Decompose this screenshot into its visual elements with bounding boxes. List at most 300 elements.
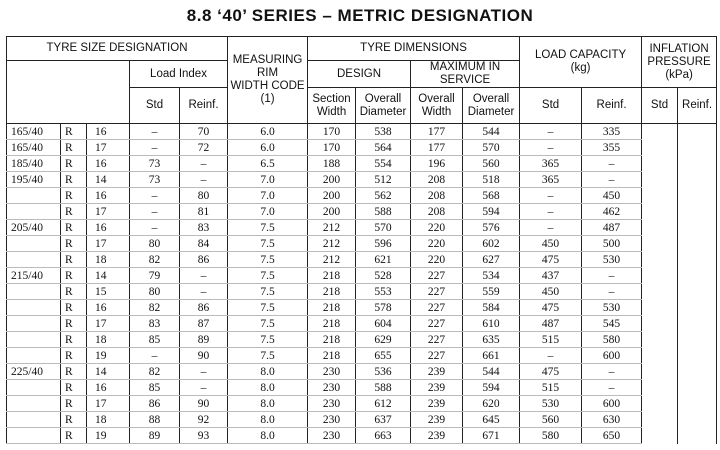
load-capacity-std-cell: 450 [520, 236, 582, 252]
inflation-reinf-cell [678, 348, 717, 364]
header-tyre-dimensions: TYRE DIMENSIONS [308, 37, 520, 61]
load-index-std-cell: 89 [130, 428, 180, 444]
radial-cell: R [61, 204, 87, 220]
load-index-reinf-cell: 90 [180, 396, 228, 412]
rim-diameter-cell: 17 [87, 316, 130, 332]
max-overall-width-cell: 220 [411, 236, 463, 252]
radial-cell: R [61, 268, 87, 284]
load-index-std-cell: – [130, 188, 180, 204]
inflation-std-cell [642, 316, 678, 332]
max-overall-width-cell: 239 [411, 396, 463, 412]
inflation-reinf-cell [678, 412, 717, 428]
max-overall-diameter-cell: 627 [463, 252, 520, 268]
header-rim-line3: (1) [260, 93, 275, 105]
overall-diameter-cell: 578 [356, 300, 411, 316]
max-overall-diameter-cell: 602 [463, 236, 520, 252]
size-cell: 165/40 [7, 124, 61, 140]
inflation-std-cell [642, 204, 678, 220]
radial-cell: R [61, 188, 87, 204]
rim-diameter-cell: 18 [87, 332, 130, 348]
overall-diameter-cell: 570 [356, 220, 411, 236]
radial-cell: R [61, 236, 87, 252]
size-cell [7, 348, 61, 364]
section-width-cell: 200 [308, 188, 356, 204]
radial-cell: R [61, 396, 87, 412]
size-cell [7, 188, 61, 204]
section-width-cell: 200 [308, 172, 356, 188]
inflation-std-cell [642, 332, 678, 348]
load-capacity-std-cell: – [520, 140, 582, 156]
header-inflation-reinf: Reinf. [678, 88, 717, 124]
radial-cell: R [61, 300, 87, 316]
section-width-cell: 218 [308, 316, 356, 332]
rim-diameter-cell: 16 [87, 220, 130, 236]
max-overall-width-cell: 239 [411, 412, 463, 428]
measuring-rim-width-cell: 6.0 [228, 124, 308, 140]
size-cell: 225/40 [7, 364, 61, 380]
inflation-std-cell [642, 428, 678, 444]
header-load-capacity [520, 37, 642, 88]
inflation-std-cell [642, 252, 678, 268]
section-width-cell: 170 [308, 140, 356, 156]
size-cell [7, 380, 61, 396]
load-index-std-cell: 86 [130, 396, 180, 412]
load-capacity-std-cell: 450 [520, 284, 582, 300]
load-index-reinf-cell: 92 [180, 412, 228, 428]
load-capacity-reinf-cell: – [582, 364, 642, 380]
measuring-rim-width-cell: 7.5 [228, 300, 308, 316]
rim-diameter-cell: 18 [87, 252, 130, 268]
overall-diameter-cell: 536 [356, 364, 411, 380]
inflation-reinf-cell [678, 364, 717, 380]
inflation-reinf-cell [678, 204, 717, 220]
load-capacity-reinf-cell: 450 [582, 188, 642, 204]
radial-cell: R [61, 220, 87, 236]
section-width-cell: 212 [308, 236, 356, 252]
rim-diameter-cell: 16 [87, 300, 130, 316]
rim-diameter-cell: 16 [87, 380, 130, 396]
table-row [7, 348, 717, 364]
size-cell [7, 412, 61, 428]
section-width-cell: 188 [308, 156, 356, 172]
table-row [7, 316, 717, 332]
inflation-reinf-cell [678, 268, 717, 284]
load-index-std-cell: 82 [130, 252, 180, 268]
header-tyre-size-designation: TYRE SIZE DESIGNATION [7, 37, 228, 61]
table-row [7, 252, 717, 268]
load-index-reinf-cell: 83 [180, 220, 228, 236]
section-width-cell: 200 [308, 204, 356, 220]
header-max-overall-diameter-line2: Diameter [467, 105, 515, 118]
section-width-cell: 212 [308, 220, 356, 236]
max-overall-width-cell: 227 [411, 316, 463, 332]
header-max-overall-width-line2: Width [421, 105, 452, 118]
table-row [7, 188, 717, 204]
overall-diameter-cell: 538 [356, 124, 411, 140]
section-width-cell: 212 [308, 252, 356, 268]
load-capacity-reinf-cell: 530 [582, 300, 642, 316]
header-max-overall-width-line1: Overall [418, 92, 455, 105]
header-li-reinf: Reinf. [180, 88, 228, 124]
max-overall-diameter-cell: 635 [463, 332, 520, 348]
size-cell [7, 396, 61, 412]
section-width-cell: 170 [308, 124, 356, 140]
load-index-std-cell: – [130, 220, 180, 236]
load-index-std-cell: 73 [130, 172, 180, 188]
rim-diameter-cell: 17 [87, 396, 130, 412]
max-overall-diameter-cell: 534 [463, 268, 520, 284]
measuring-rim-width-cell: 6.0 [228, 140, 308, 156]
inflation-std-cell [642, 300, 678, 316]
inflation-std-cell [642, 124, 678, 140]
load-capacity-std-cell: 515 [520, 332, 582, 348]
inflation-std-cell [642, 156, 678, 172]
inflation-reinf-cell [678, 188, 717, 204]
overall-diameter-cell: 596 [356, 236, 411, 252]
table-row [7, 156, 717, 172]
inflation-std-cell [642, 284, 678, 300]
load-index-reinf-cell: 86 [180, 252, 228, 268]
table-row [7, 140, 717, 156]
max-overall-width-cell: 208 [411, 204, 463, 220]
header-section-width-line1: Section [312, 92, 351, 105]
header-size-blank [7, 61, 130, 124]
size-cell: 215/40 [7, 268, 61, 284]
radial-cell: R [61, 380, 87, 396]
table-row [7, 428, 717, 444]
inflation-std-cell [642, 140, 678, 156]
inflation-std-cell [642, 412, 678, 428]
rim-diameter-cell: 17 [87, 236, 130, 252]
section-width-cell: 230 [308, 396, 356, 412]
header-load-index: Load Index [130, 61, 228, 88]
max-overall-diameter-cell: 570 [463, 140, 520, 156]
max-overall-diameter-cell: 559 [463, 284, 520, 300]
inflation-reinf-cell [678, 332, 717, 348]
rim-diameter-cell: 19 [87, 428, 130, 444]
rim-diameter-cell: 19 [87, 348, 130, 364]
header-rim-line2: WIDTH CODE [230, 80, 305, 92]
load-index-std-cell: – [130, 124, 180, 140]
inflation-reinf-cell [678, 172, 717, 188]
load-index-std-cell: 83 [130, 316, 180, 332]
max-overall-width-cell: 239 [411, 364, 463, 380]
max-overall-diameter-cell: 568 [463, 188, 520, 204]
overall-diameter-cell: 528 [356, 268, 411, 284]
load-capacity-std-cell: 475 [520, 364, 582, 380]
measuring-rim-width-cell: 7.5 [228, 220, 308, 236]
load-capacity-std-cell: 580 [520, 428, 582, 444]
overall-diameter-cell: 562 [356, 188, 411, 204]
header-load-capacity-line2: (kg) [570, 62, 591, 74]
inflation-reinf-cell [678, 252, 717, 268]
max-overall-width-cell: 227 [411, 284, 463, 300]
load-capacity-reinf-cell: 630 [582, 412, 642, 428]
load-index-reinf-cell: – [180, 380, 228, 396]
max-overall-width-cell: 177 [411, 124, 463, 140]
max-overall-diameter-cell: 584 [463, 300, 520, 316]
load-capacity-reinf-cell: 650 [582, 428, 642, 444]
header-maximum-in-service: MAXIMUM IN SERVICE [411, 61, 520, 88]
table-row [7, 172, 717, 188]
header-max-overall-diameter [463, 88, 520, 124]
radial-cell: R [61, 316, 87, 332]
load-capacity-reinf-cell: – [582, 156, 642, 172]
max-overall-diameter-cell: 544 [463, 364, 520, 380]
max-overall-width-cell: 227 [411, 332, 463, 348]
measuring-rim-width-cell: 8.0 [228, 380, 308, 396]
max-overall-width-cell: 227 [411, 268, 463, 284]
max-overall-diameter-cell: 560 [463, 156, 520, 172]
max-overall-width-cell: 227 [411, 300, 463, 316]
overall-diameter-cell: 655 [356, 348, 411, 364]
load-index-std-cell: – [130, 140, 180, 156]
overall-diameter-cell: 663 [356, 428, 411, 444]
inflation-reinf-cell [678, 316, 717, 332]
load-index-std-cell: 82 [130, 300, 180, 316]
inflation-std-cell [642, 172, 678, 188]
size-cell [7, 236, 61, 252]
measuring-rim-width-cell: 8.0 [228, 364, 308, 380]
load-capacity-std-cell: – [520, 220, 582, 236]
max-overall-width-cell: 220 [411, 252, 463, 268]
size-cell: 195/40 [7, 172, 61, 188]
load-capacity-std-cell: 560 [520, 412, 582, 428]
rim-diameter-cell: 18 [87, 412, 130, 428]
load-capacity-std-cell: – [520, 124, 582, 140]
header-overall-diameter-line2: Diameter [359, 105, 407, 118]
table-row [7, 364, 717, 380]
rim-diameter-cell: 16 [87, 156, 130, 172]
load-capacity-std-cell: 515 [520, 380, 582, 396]
table-body [7, 124, 717, 444]
size-cell [7, 316, 61, 332]
overall-diameter-cell: 512 [356, 172, 411, 188]
size-cell [7, 284, 61, 300]
header-section-width-line2: Width [316, 105, 347, 118]
measuring-rim-width-cell: 7.5 [228, 316, 308, 332]
load-capacity-reinf-cell: 545 [582, 316, 642, 332]
section-width-cell: 218 [308, 300, 356, 316]
load-index-std-cell: – [130, 204, 180, 220]
overall-diameter-cell: 588 [356, 204, 411, 220]
load-capacity-std-cell: 437 [520, 268, 582, 284]
load-index-std-cell: 79 [130, 268, 180, 284]
measuring-rim-width-cell: 7.5 [228, 236, 308, 252]
inflation-std-cell [642, 380, 678, 396]
measuring-rim-width-cell: 8.0 [228, 428, 308, 444]
section-width-cell: 230 [308, 412, 356, 428]
inflation-std-cell [642, 188, 678, 204]
load-capacity-std-cell: 487 [520, 316, 582, 332]
section-width-cell: 218 [308, 348, 356, 364]
load-capacity-std-cell: – [520, 188, 582, 204]
overall-diameter-cell: 604 [356, 316, 411, 332]
max-overall-width-cell: 208 [411, 188, 463, 204]
radial-cell: R [61, 348, 87, 364]
load-capacity-reinf-cell: – [582, 268, 642, 284]
header-inflation-pressure [642, 37, 717, 88]
radial-cell: R [61, 252, 87, 268]
inflation-reinf-cell [678, 140, 717, 156]
inflation-std-cell [642, 236, 678, 252]
max-overall-width-cell: 196 [411, 156, 463, 172]
header-load-capacity-std: Std [520, 88, 582, 124]
size-cell: 165/40 [7, 140, 61, 156]
rim-diameter-cell: 14 [87, 268, 130, 284]
radial-cell: R [61, 332, 87, 348]
load-capacity-reinf-cell: – [582, 284, 642, 300]
overall-diameter-cell: 553 [356, 284, 411, 300]
page-title: 8.8 ‘40’ SERIES – METRIC DESIGNATION [186, 6, 534, 25]
table-row [7, 204, 717, 220]
header-inflation-line2: PRESSURE (kPa) [647, 55, 711, 81]
radial-cell: R [61, 428, 87, 444]
max-overall-diameter-cell: 594 [463, 204, 520, 220]
radial-cell: R [61, 364, 87, 380]
table-row [7, 332, 717, 348]
radial-cell: R [61, 172, 87, 188]
load-capacity-reinf-cell: 500 [582, 236, 642, 252]
load-capacity-reinf-cell: 600 [582, 396, 642, 412]
load-index-reinf-cell: 87 [180, 316, 228, 332]
load-index-reinf-cell: 89 [180, 332, 228, 348]
max-overall-diameter-cell: 576 [463, 220, 520, 236]
inflation-reinf-cell [678, 124, 717, 140]
header-overall-diameter [356, 88, 411, 124]
load-index-reinf-cell: 72 [180, 140, 228, 156]
inflation-std-cell [642, 268, 678, 284]
load-capacity-std-cell: – [520, 204, 582, 220]
max-overall-width-cell: 227 [411, 348, 463, 364]
inflation-std-cell [642, 348, 678, 364]
load-index-std-cell: 85 [130, 332, 180, 348]
table-row [7, 220, 717, 236]
overall-diameter-cell: 629 [356, 332, 411, 348]
table-row [7, 236, 717, 252]
load-index-reinf-cell: – [180, 364, 228, 380]
measuring-rim-width-cell: 6.5 [228, 156, 308, 172]
load-index-reinf-cell: 70 [180, 124, 228, 140]
header-max-overall-width [411, 88, 463, 124]
load-index-reinf-cell: 93 [180, 428, 228, 444]
max-overall-diameter-cell: 645 [463, 412, 520, 428]
overall-diameter-cell: 588 [356, 380, 411, 396]
size-cell [7, 428, 61, 444]
load-index-std-cell: 80 [130, 284, 180, 300]
header-section-width [308, 88, 356, 124]
overall-diameter-cell: 621 [356, 252, 411, 268]
max-overall-diameter-cell: 594 [463, 380, 520, 396]
load-index-reinf-cell: 90 [180, 348, 228, 364]
radial-cell: R [61, 412, 87, 428]
load-capacity-std-cell: – [520, 348, 582, 364]
inflation-std-cell [642, 220, 678, 236]
header-design: DESIGN [308, 61, 411, 88]
overall-diameter-cell: 612 [356, 396, 411, 412]
table-row [7, 268, 717, 284]
load-capacity-reinf-cell: 580 [582, 332, 642, 348]
radial-cell: R [61, 124, 87, 140]
rim-diameter-cell: 16 [87, 124, 130, 140]
measuring-rim-width-cell: 7.5 [228, 348, 308, 364]
load-index-reinf-cell: 80 [180, 188, 228, 204]
measuring-rim-width-cell: 7.5 [228, 284, 308, 300]
rim-diameter-cell: 17 [87, 204, 130, 220]
load-capacity-reinf-cell: 355 [582, 140, 642, 156]
overall-diameter-cell: 637 [356, 412, 411, 428]
load-index-reinf-cell: – [180, 284, 228, 300]
header-measuring-rim-width-code [228, 37, 308, 124]
max-overall-width-cell: 220 [411, 220, 463, 236]
max-overall-width-cell: 239 [411, 428, 463, 444]
overall-diameter-cell: 554 [356, 156, 411, 172]
load-capacity-reinf-cell: 462 [582, 204, 642, 220]
load-capacity-reinf-cell: 600 [582, 348, 642, 364]
inflation-reinf-cell [678, 300, 717, 316]
load-capacity-reinf-cell: – [582, 380, 642, 396]
section-width-cell: 218 [308, 332, 356, 348]
header-max-overall-diameter-line1: Overall [472, 92, 510, 105]
load-capacity-reinf-cell: 487 [582, 220, 642, 236]
section-width-cell: 230 [308, 364, 356, 380]
load-capacity-reinf-cell: 335 [582, 124, 642, 140]
table-row [7, 300, 717, 316]
radial-cell: R [61, 284, 87, 300]
measuring-rim-width-cell: 7.5 [228, 332, 308, 348]
inflation-std-cell [642, 364, 678, 380]
section-width-cell: 218 [308, 284, 356, 300]
section-width-cell: 230 [308, 380, 356, 396]
load-capacity-std-cell: 365 [520, 156, 582, 172]
header-li-std: Std [130, 88, 180, 124]
section-width-cell: 218 [308, 268, 356, 284]
max-overall-diameter-cell: 620 [463, 396, 520, 412]
load-index-reinf-cell: – [180, 156, 228, 172]
load-index-std-cell: – [130, 348, 180, 364]
size-cell [7, 332, 61, 348]
rim-diameter-cell: 14 [87, 364, 130, 380]
inflation-reinf-cell [678, 396, 717, 412]
table-row [7, 380, 717, 396]
max-overall-width-cell: 239 [411, 380, 463, 396]
load-capacity-reinf-cell: – [582, 172, 642, 188]
radial-cell: R [61, 156, 87, 172]
load-index-std-cell: 88 [130, 412, 180, 428]
measuring-rim-width-cell: 8.0 [228, 396, 308, 412]
inflation-reinf-cell [678, 284, 717, 300]
load-capacity-std-cell: 365 [520, 172, 582, 188]
max-overall-diameter-cell: 544 [463, 124, 520, 140]
inflation-reinf-cell [678, 380, 717, 396]
header-overall-diameter-line1: Overall [364, 92, 402, 105]
measuring-rim-width-cell: 8.0 [228, 412, 308, 428]
load-capacity-std-cell: 475 [520, 300, 582, 316]
max-overall-diameter-cell: 671 [463, 428, 520, 444]
size-cell [7, 300, 61, 316]
max-overall-diameter-cell: 610 [463, 316, 520, 332]
header-load-capacity-line1: LOAD CAPACITY [534, 49, 627, 61]
header-inflation-std: Std [642, 88, 678, 124]
table-row [7, 396, 717, 412]
load-index-reinf-cell: – [180, 172, 228, 188]
load-capacity-reinf-cell: 530 [582, 252, 642, 268]
load-capacity-std-cell: 475 [520, 252, 582, 268]
max-overall-width-cell: 208 [411, 172, 463, 188]
size-cell [7, 252, 61, 268]
overall-diameter-cell: 564 [356, 140, 411, 156]
section-width-cell: 230 [308, 428, 356, 444]
